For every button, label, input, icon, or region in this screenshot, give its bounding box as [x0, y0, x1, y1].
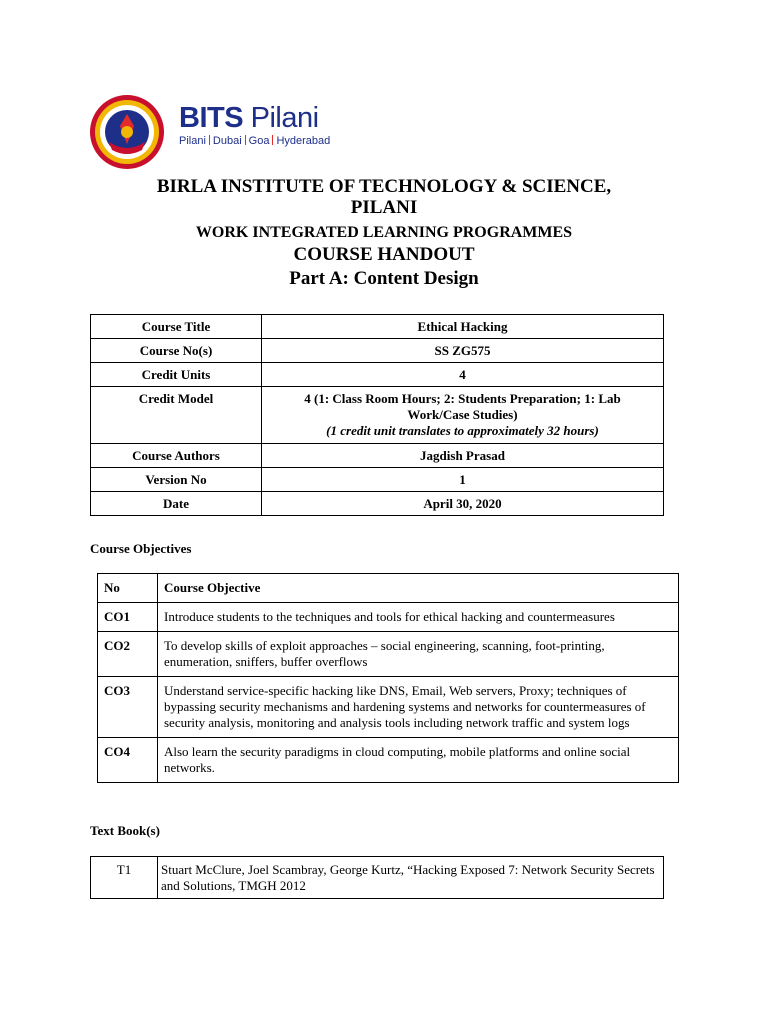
bits-pilani-logo	[82, 92, 344, 172]
brand-bits: BITS	[179, 102, 244, 134]
table-header: No Course Objective	[98, 574, 679, 603]
part-title: Part A: Content Design	[289, 268, 479, 289]
table-row: Date April 30, 2020	[91, 492, 664, 516]
table-row: T1 Stuart McClure, Joel Scambray, George Kurtz, “Hacking Exposed 7: Network Security Secrets and Solutions, TMGH 2012	[91, 857, 664, 899]
institute-name: BIRLA INSTITUTE OF TECHNOLOGY & SCIENCE, PILANI	[156, 176, 612, 218]
textbooks-title: Text Book(s)	[90, 823, 160, 838]
programme-name: WORK INTEGRATED LEARNING PROGRAMMES	[195, 224, 573, 241]
table-row: CO4 Also learn the security paradigms in cloud computing, mobile platforms and online social networks.	[98, 738, 679, 783]
table-row: Course Authors Jagdish Prasad	[91, 444, 664, 468]
table-row: Course No(s) SS ZG575	[91, 339, 664, 363]
objectives-title: Course Objectives	[90, 541, 192, 556]
table-row: CO3 Understand service-specific hacking like DNS, Email, Web servers, Proxy; techniques of bypassing security mechanisms and hardening systems and networks for countermeasures of security analysis, monitoring and analysis tools including network traffic and system logs	[98, 677, 679, 738]
doc-title: COURSE HANDOUT	[293, 244, 475, 265]
table-row: Course Title Ethical Hacking	[91, 315, 664, 339]
table-row: Credit Model 4 (1: Class Room Hours; 2: Students Preparation; 1: Lab Work/Case Studies) (1 credit unit translates to approximately 32 hours)	[91, 387, 664, 444]
objectives-table	[97, 573, 679, 783]
bits-seal-icon	[82, 92, 172, 172]
table-row: Credit Units 4	[91, 363, 664, 387]
brand-wordmark	[179, 102, 330, 147]
course-info-table	[90, 314, 664, 516]
textbooks-table	[90, 856, 664, 899]
table-row: CO1 Introduce students to the techniques and tools for ethical hacking and countermeasures	[98, 603, 679, 632]
table-row: CO2 To develop skills of exploit approaches – social engineering, scanning, foot-printing, enumeration, sniffers, buffer overflows	[98, 632, 679, 677]
brand-pilani: Pilani	[250, 102, 319, 134]
campus-list: Pilani Dubai Goa Hyderabad	[179, 135, 331, 147]
table-row: Version No 1	[91, 468, 664, 492]
